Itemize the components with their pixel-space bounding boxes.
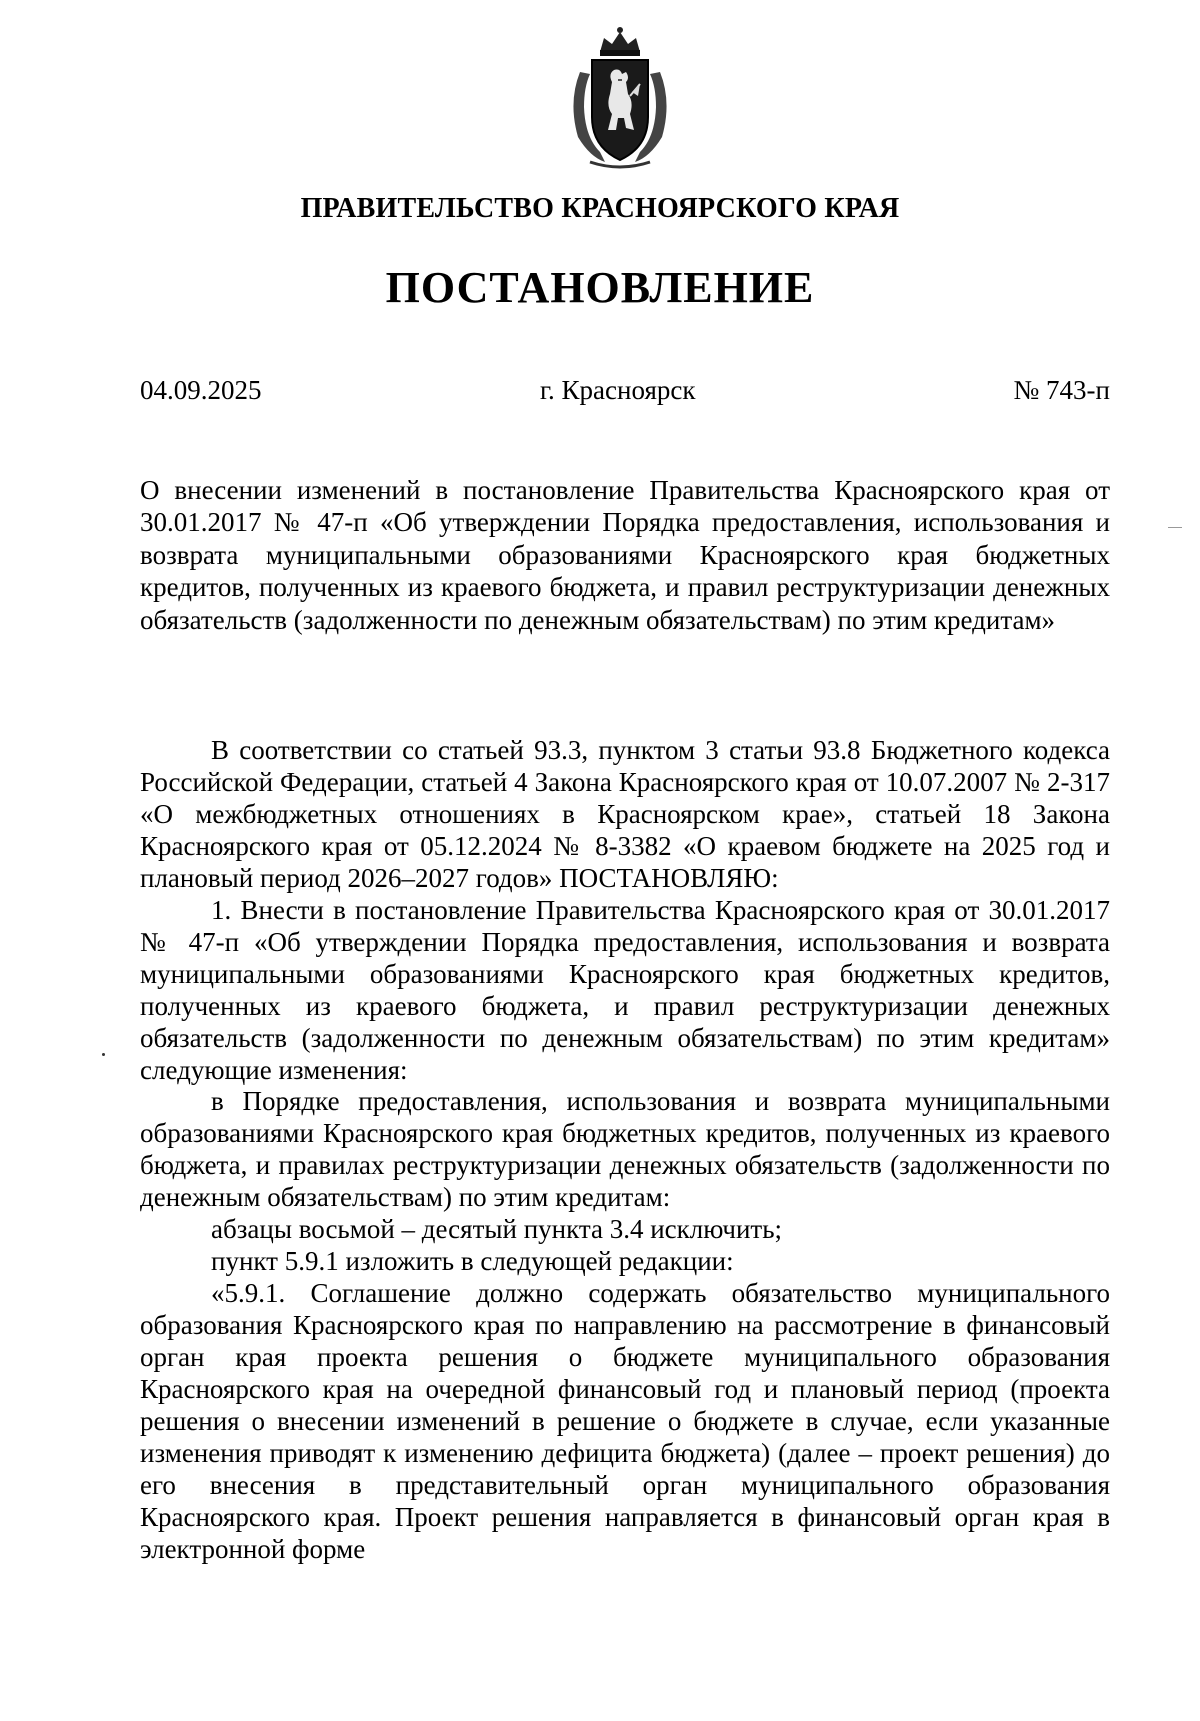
document-date: 04.09.2025: [140, 375, 262, 405]
scan-artifact-mark: [1168, 527, 1182, 528]
body-paragraph-preamble: В соответствии со статьей 93.3, пунктом 3 статьи 93.8 Бюджетного кодекса Российской Федерации, статьей 4 Закона Красноярского края от 10.07.2007 № 2-317 «О межбюджетных отношениях в Красноярском крае», статьей 18 Закона Красноярского края от 05.12.2024 № 8-3382 «О краевом бюджете на 2025 год и плановый период 2026–2027 годов» ПОСТАНОВЛЯЮ:: [140, 735, 1110, 893]
body-paragraph-new-edition: пункт 5.9.1 изложить в следующей редакции:: [211, 1246, 734, 1277]
body-paragraph-item-1: 1. Внести в постановление Правительства Красноярского края от 30.01.2017 № 47-п «Об утверждении Порядка предоставления, использования и возврата муниципальными образованиями Красноярского края бюджетных кредитов, полученных из краевого бюджета, и правил реструктуризации денежных обязательств (задолженности по денежным обязательствам) по этим кредитам» следующие изменения:: [140, 894, 1110, 1085]
document-type-title: ПОСТАНОВЛЕНИЕ: [385, 263, 815, 312]
scan-artifact-dot: [102, 1053, 105, 1056]
document-number: № 743-п: [1013, 375, 1110, 405]
body-paragraph-order-changes: в Порядке предоставления, использования и возврата муниципальными образованиями Красноярского края бюджетных кредитов, полученных из краевого бюджета, и правилах реструктуризации денежных обязательств (задолженности по денежным обязательствам) по этим кредитам:: [140, 1086, 1110, 1213]
document-city: г. Красноярск: [540, 375, 696, 405]
document-subject: О внесении изменений в постановление Правительства Красноярского края от 30.01.2017 № 47-п «Об утверждении Порядка предоставления, использования и возврата муниципальными образованиями Красноярского края бюджетных кредитов, полученных из краевого бюджета, и правил реструктуризации денежных обязательств (задолженности по денежным обязательствам) по этим кредитам»: [140, 475, 1110, 635]
document-body: [140, 735, 1110, 1566]
government-name: ПРАВИТЕЛЬСТВО КРАСНОЯРСКОГО КРАЯ: [300, 193, 900, 224]
body-paragraph-5-9-1: «5.9.1. Соглашение должно содержать обязательство муниципального образования Красноярского края по направлению на рассмотрение в финансовый орган края проекта решения о бюджете муниципального образования Красноярского края на очередной финансовый год и плановый период (проекта решения о внесении изменений в решение о бюджете в случае, если указанные изменения приводят к изменению дефицита бюджета) (далее – проект решения) до его внесения в представительный орган муниципального образования Красноярского края. Проект решения направляется в финансовый орган края в электронной форме: [140, 1278, 1110, 1564]
body-paragraph-exclude: абзацы восьмой – десятый пункта 3.4 исключить;: [211, 1214, 783, 1245]
document-meta-row: [140, 375, 1110, 415]
krasnoyarsk-coat-of-arms-icon: [560, 22, 680, 172]
